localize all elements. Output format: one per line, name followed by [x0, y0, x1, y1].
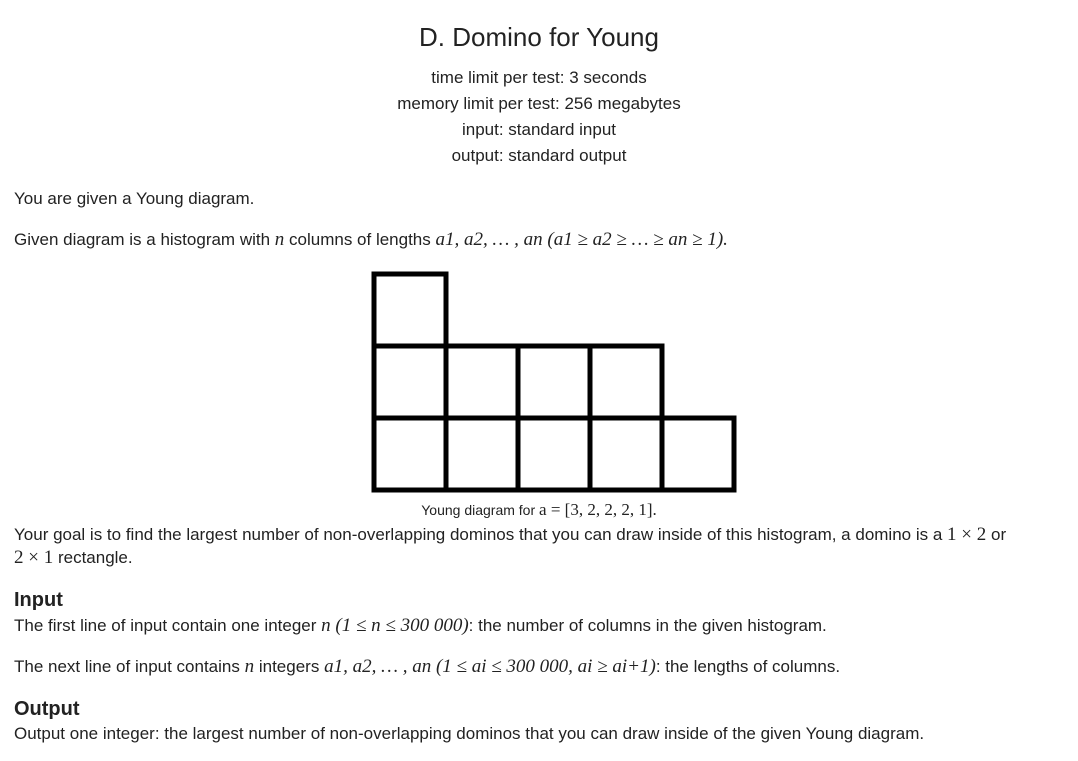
- input-section-title: Input: [14, 589, 63, 611]
- goal-or: or: [990, 525, 1007, 544]
- goal-line-2: [14, 547, 133, 569]
- diagram-cell: [446, 418, 518, 490]
- young-diagram-figure: [360, 262, 750, 502]
- caption-prefix: Young diagram for: [421, 502, 536, 518]
- input-spec: input: standard input: [461, 120, 617, 139]
- input-l2-n: n: [244, 656, 255, 677]
- goal-domino-1x2: 1 × 2: [947, 524, 987, 545]
- diagram-cell: [374, 346, 446, 418]
- caption-math: a = [3, 2, 2, 2, 1].: [539, 500, 657, 519]
- p2-prefix: Given diagram is a histogram with: [14, 230, 271, 249]
- diagram-cell: [518, 346, 590, 418]
- diagram-cell: [374, 418, 446, 490]
- figure-caption: [0, 500, 1078, 520]
- input-l2-suffix: : the lengths of columns.: [655, 657, 841, 676]
- output-section-title: Output: [14, 698, 80, 720]
- output-spec: output: standard output: [451, 146, 627, 165]
- diagram-cell: [662, 418, 734, 490]
- statement-paragraph-2: [14, 229, 728, 251]
- diagram-cell: [590, 418, 662, 490]
- problem-title: D. Domino for Young: [419, 22, 659, 52]
- output-line-1: Output one integer: the largest number of non-overlapping dominos that you can draw inside of the given Young diagram.: [14, 724, 925, 743]
- input-l2-prefix: The next line of input contains: [14, 657, 240, 676]
- input-l1-math: n (1 ≤ n ≤ 300 000): [321, 615, 469, 636]
- diagram-cell: [518, 418, 590, 490]
- diagram-cell: [590, 346, 662, 418]
- goal-rectangle: rectangle.: [57, 548, 133, 567]
- p2-mid: columns of lengths: [289, 230, 431, 249]
- goal-text: Your goal is to find the largest number of non-overlapping dominos that you can draw inside of this histogram, a domino is a: [14, 525, 943, 544]
- p2-condition: (a1 ≥ a2 ≥ … ≥ an ≥ 1).: [547, 229, 728, 250]
- time-limit: time limit per test: 3 seconds: [431, 68, 647, 87]
- goal-domino-2x1: 2 × 1: [14, 547, 54, 568]
- p2-n: n: [274, 229, 285, 250]
- memory-limit: memory limit per test: 256 megabytes: [397, 94, 681, 113]
- goal-line-1: [14, 524, 1006, 546]
- diagram-cell: [446, 346, 518, 418]
- statement-paragraph-1: You are given a Young diagram.: [14, 189, 255, 208]
- input-l2-mid: integers: [258, 657, 320, 676]
- input-line-2: [14, 656, 840, 678]
- diagram-cell: [374, 274, 446, 346]
- p2-sequence: a1, a2, … , an: [435, 229, 543, 250]
- input-l1-prefix: The first line of input contain one integer: [14, 616, 317, 635]
- input-l1-suffix: : the number of columns in the given histogram.: [468, 616, 827, 635]
- input-line-1: [14, 615, 827, 637]
- input-l2-math: a1, a2, … , an (1 ≤ ai ≤ 300 000, ai ≥ ai+1): [324, 656, 656, 677]
